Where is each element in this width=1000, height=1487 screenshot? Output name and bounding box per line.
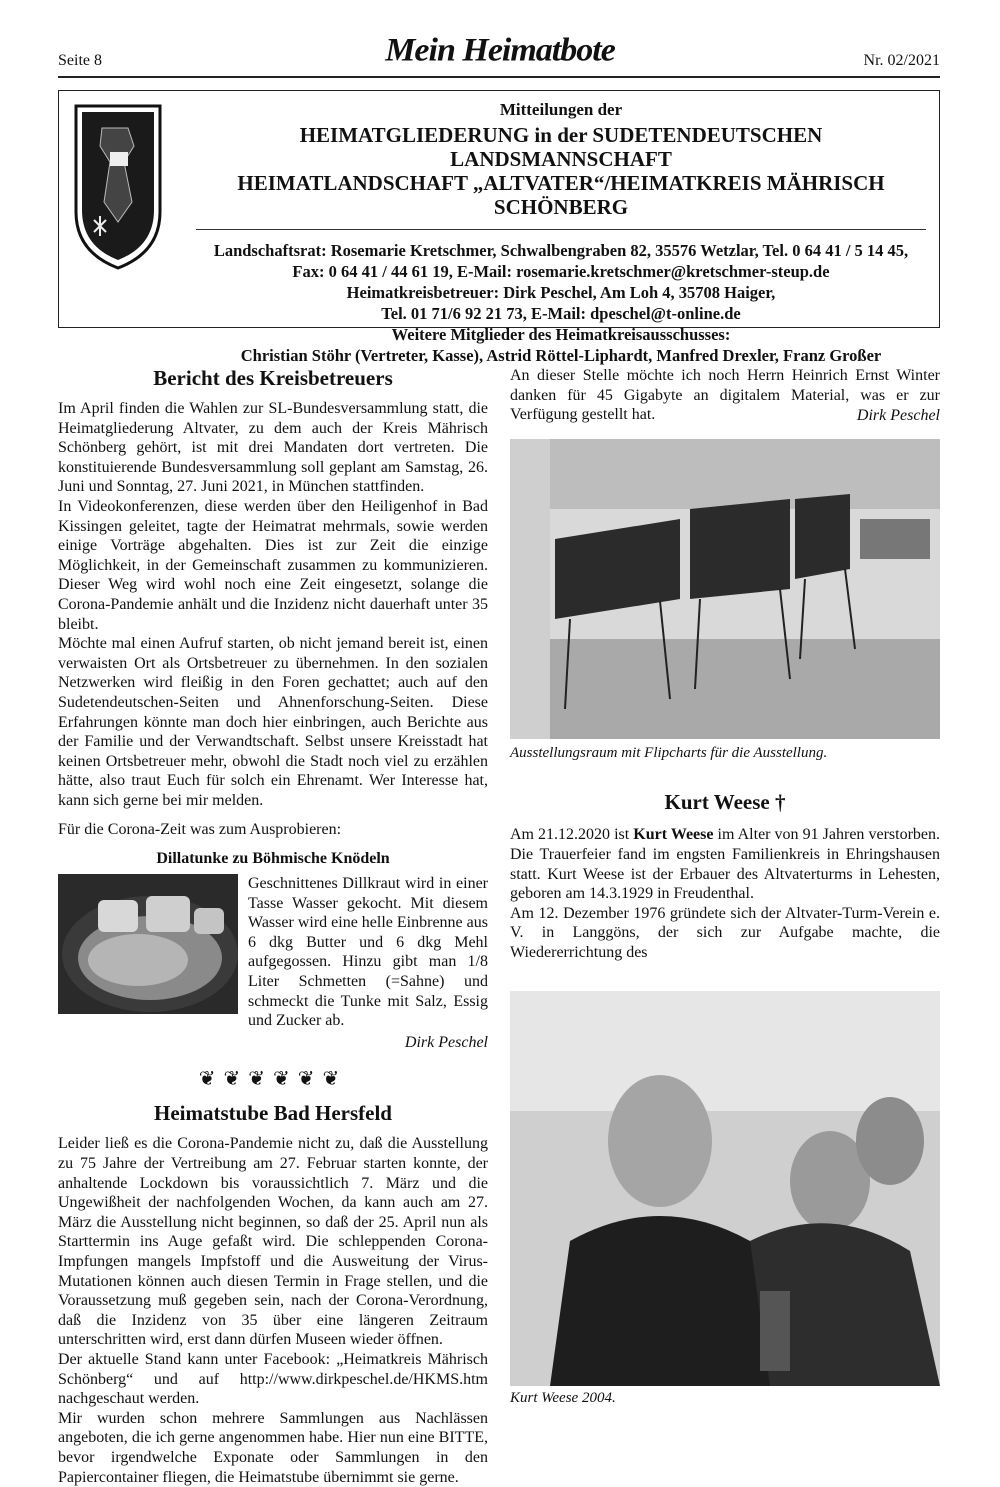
issue-number: Nr. 02/2021 (863, 52, 940, 69)
box-contact-line: Tel. 01 71/6 92 21 73, E-Mail: dpeschel@t-online.de (381, 304, 741, 323)
left-column (58, 366, 488, 1487)
right-column (510, 366, 940, 1407)
heimatstube-paragraph: Der aktuelle Stand kann unter Facebook: „Heimatkreis Mährisch Schönberg“ und auf http://www.dirkpeschel.de/HKMS.htm nachgeschaut werden. (58, 1350, 488, 1408)
box-contact-line: Weitere Mitglieder des Heimatkreisausschusses: (391, 325, 731, 344)
bericht-paragraph: Im April finden die Wahlen zur SL-Bundesversammlung statt, die Heimatgliederung Altvater, zu dem auch der Kreis Mährisch Schönberg gehört, ist mit drei Mandaten dort vertreten. Die konstituierende Bundesversammlung soll geplant am Samstag, 26. Juni und Sonntag, 27. Juni 2021, in München stattfinden. (58, 400, 488, 496)
recipe-text: Geschnittenes Dillkraut wird in einer Tasse Wasser gekocht. Mit diesem Wasser wird eine helle Einbrenne aus 6 dkg Butter und 6 dkg Mehl aufgegossen. Hinzu gibt man 1/8 Liter Schmetten (=Sahne) und schmeckt die Tunke mit Salz, Essig und Zucker ab. (248, 875, 488, 1030)
box-title-line2: HEIMATLANDSCHAFT „ALTVATER“/HEIMATKREIS MÄHRISCH SCHÖNBERG (237, 171, 885, 219)
heimatstube-paragraph: Mir wurden schon mehrere Sammlungen aus Nachlässen angeboten, die ich gerne angenommen habe. Hier nun eine BITTE, bevor irgendwelche Exponate oder Sammlungen in den Papiercontainer fliegen, die Heimatstube übernimmt sie gerne. (58, 1409, 488, 1486)
bericht-paragraph: In Videokonferenzen, diese werden über den Heiligenhof in Bad Kissingen geleitet, tagte der Heimatrat mehrmals, sowie werden einige Vorträge abgehalten. Dies ist zur Zeit die einzige Möglichkeit, in der Gemeinschaft zusammen zu kommunizieren. Dieser Weg wird wohl noch eine Zeit eingesetzt, solange die Corona-Pandemie anhält und die Inzidenz nicht dauerhaft unter 35 bleibt. (58, 497, 488, 633)
box-title-line1: HEIMATGLIEDERUNG in der SUDETENDEUTSCHEN LANDSMANNSCHAFT (299, 123, 823, 171)
heimatstube-paragraph: Leider ließ es die Corona-Pandemie nicht zu, daß die Ausstellung zu 75 Jahre der Vertreibung am 27. Februar starten konnte, der anhaltende Lockdown bis voraussichtlich 7. März und die Ungewißheit der nachfolgenden Wochen, da kann auch am 27. März die Ausstellung nicht beginnen, so daß der 25. April nun als Starttermin ins Auge gefaßt wird. Die schleppenden Corona-Impfungen mangels Impfstoff und die Ausweitung der Virus-Mutationen können auch diesen Termin in Frage stellen, und die Voraussetzung muß gegeben sein, nach der Corona-Verordnung, daß die Inzidenz von 35 über eine längeren Zeitraum unterschritten wird, erst dann dürfen Museen wieder öffnen. (58, 1135, 488, 1349)
thanks-paragraph: An dieser Stelle möchte ich noch Herrn Heinrich Ernst Winter danken für 45 Gigabyte an digitalem Material, was er zur Verfügung gestellt hat. (510, 367, 940, 424)
kurt-weese-photo (510, 991, 940, 1386)
box-contact-line: Landschaftsrat: Rosemarie Kretschmer, Schwalbengraben 82, 35576 Wetzlar, Tel. 0 64 41 / 5 14 45, (213, 241, 909, 260)
info-box-text (196, 100, 926, 366)
recipe-author: Dirk Peschel (404, 1033, 488, 1051)
box-divider (196, 229, 926, 230)
recipe-photo (58, 874, 238, 1014)
ornament-divider: ❦❦❦❦❦❦ (198, 1068, 348, 1091)
bericht-paragraph: Möchte mal einen Aufruf starten, ob nicht jemand bereit ist, einen verwaisten Ort als Ortsbetreuer zu übernehmen. In den sozialen Netzwerken wird fleißig in den Foren gechattet; auch auf den Sudetendeutschen-Seiten und Ahnenforschung-Seiten. Diese Erfahrungen könnte man doch hier einbringen, auch Berichte aus der Familie und der Verwandtschaft. Selbst unsere Kreisstadt hat keinen Ortsbetreuer mehr, obwohl die Stadt noch viel zu erzählen hätte, also traut Euch für solch ein Ehrenamt. Wer Interesse hat, kann sich gerne bei mir melden. (58, 635, 488, 809)
box-contact-line: Christian Stöhr (Vertreter, Kasse), Astrid Röttel-Liphardt, Manfred Drexler, Franz Großer (240, 346, 882, 365)
exhibition-room-photo (510, 439, 940, 739)
masthead-logo: Mein Heimatbote (385, 32, 615, 69)
weese-heading: Kurt Weese † (664, 790, 786, 815)
weese-paragraph: Am 21.12.2020 ist Kurt Weese im Alter von 91 Jahren verstorben. Die Trauerfeier fand im engsten Familienkreis in Ehringshausen statt. Kurt Weese ist der Erbauer des Altvaterturms in Lehesten, geboren am 14.3.1929 in Freudenthal. (510, 826, 941, 903)
photo-caption-weese: Kurt Weese 2004. (510, 1389, 616, 1406)
bericht-heading: Bericht des Kreisbetreuers (153, 366, 393, 390)
heimatstube-heading: Heimatstube Bad Hersfeld (154, 1101, 392, 1126)
header-rule (58, 76, 940, 78)
page-number: Seite 8 (58, 52, 102, 69)
thanks-author: Dirk Peschel (856, 406, 940, 424)
weese-paragraph: Am 12. Dezember 1976 gründete sich der Altvater-Turm-Verein e. V. in Langgöns, der sich zur Aufgabe machte, die Wiedererrichtung des (510, 904, 940, 961)
box-contact-line: Fax: 0 64 41 / 44 61 19, E-Mail: rosemarie.kretschmer@kretschmer-steup.de (292, 262, 830, 281)
weese-name: Kurt Weese (633, 826, 714, 844)
box-subtitle: Mitteilungen der (499, 100, 623, 119)
bericht-paragraph: Für die Corona-Zeit was zum Ausprobieren: (58, 821, 342, 839)
photo-caption-exhibition: Ausstellungsraum mit Flipcharts für die Ausstellung. (510, 745, 828, 762)
box-contact-line: Heimatkreisbetreuer: Dirk Peschel, Am Loh 4, 35708 Haiger, (346, 283, 776, 302)
recipe-heading: Dillatunke zu Böhmische Knödeln (156, 850, 390, 868)
coat-of-arms-icon (72, 102, 164, 272)
